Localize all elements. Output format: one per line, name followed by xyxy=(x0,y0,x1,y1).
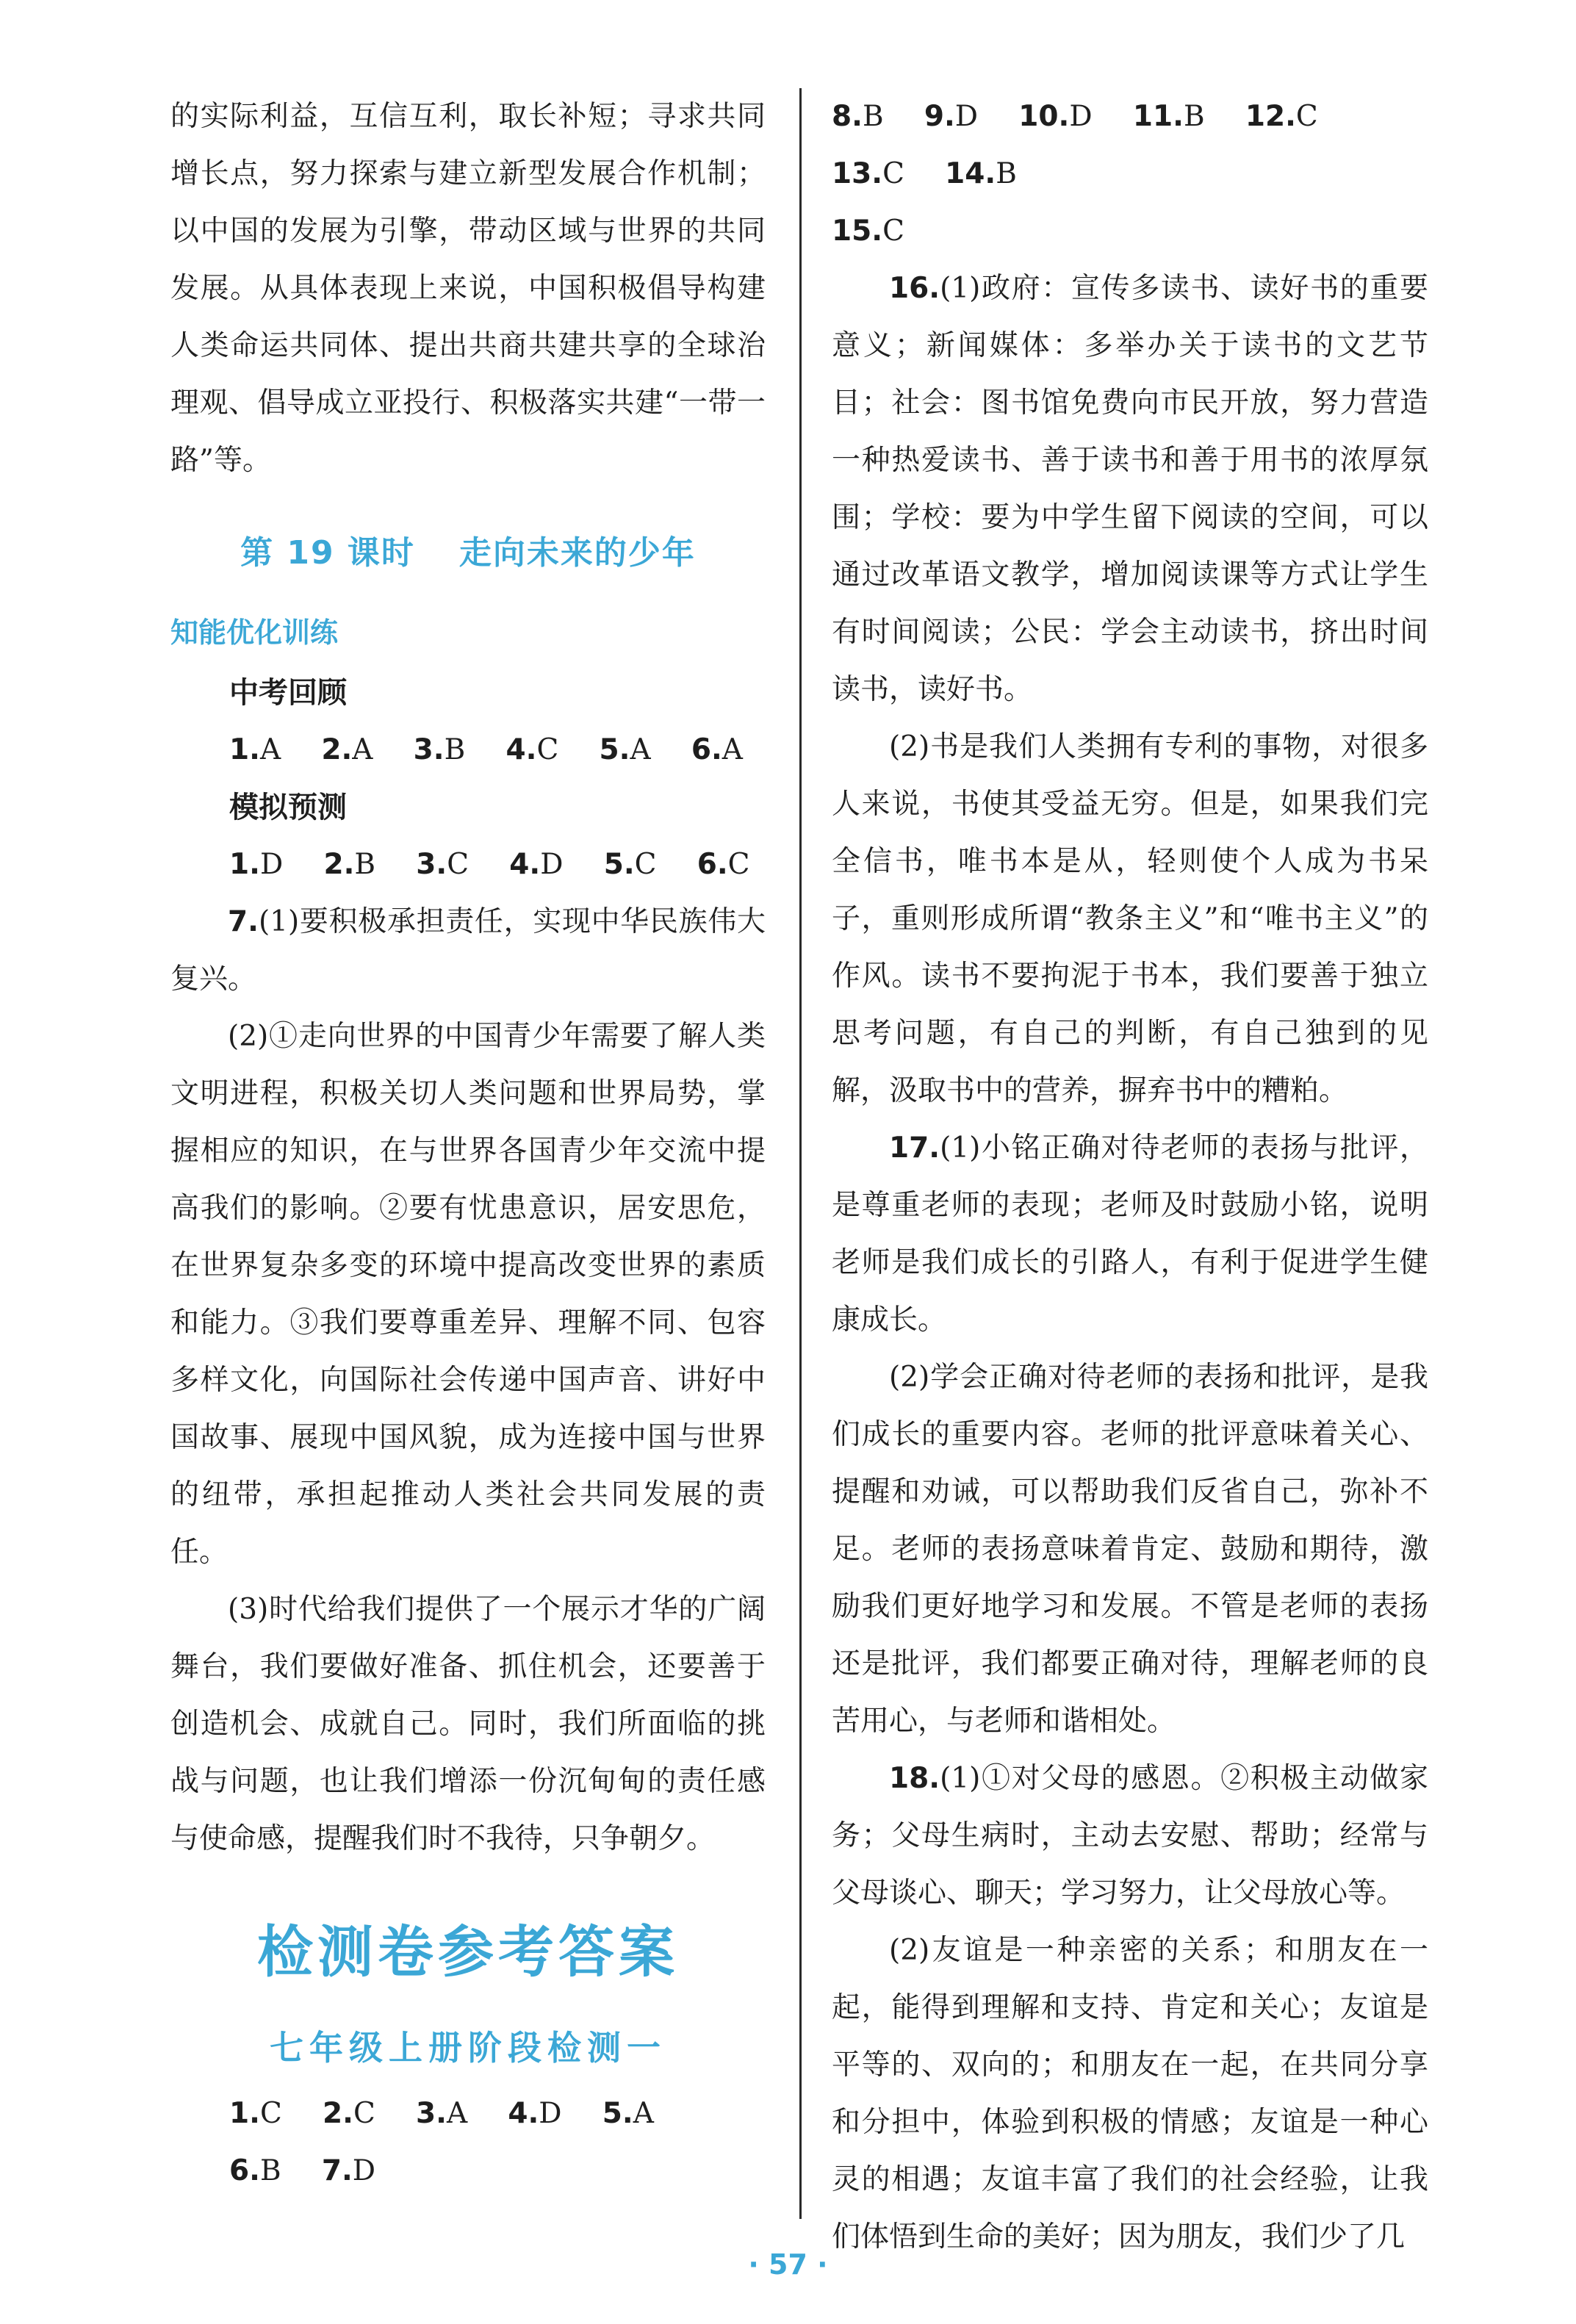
mn-answers xyxy=(229,836,766,893)
q17-part2: (2)学会正确对待老师的表扬和批评，是我们成长的重要内容。老师的批评意味着关心、提醒和劝诫，可以帮助我们反省自己，弥补不足。老师的表扬意味着肯定、鼓励和期待，激励我们更好地学习和发展。不管是老师的表扬还是批评，我们都要正确对待，理解老师的良苦用心，与老师和谐相处。 xyxy=(832,1361,1428,1738)
answer: 4.C xyxy=(505,733,559,766)
answer: 5.C xyxy=(603,848,657,881)
answer-key-title: 检测卷参考答案 xyxy=(257,1919,679,1985)
answer: 2.B xyxy=(323,848,376,881)
answer: 8.B xyxy=(832,100,884,133)
q7-part2: (2)①走向世界的中国青少年需要了解人类文明进程，积极关切人类问题和世界局势，掌握相应的知识，在与世界各国青少年交流中提高我们的影响。②要有忧患意识，居安思危，在世界复杂多变的环境中提高改变世界的素质和能力。③我们要尊重差异、理解不同、包容多样文化，向国际社会传递中国声音、讲好中国故事、展现中国风貌，成为连接中国与世界的纽带，承担起推动人类社会共同发展的责任。 xyxy=(170,1020,766,1569)
question-number: 7. xyxy=(228,905,259,938)
answer: 1.D xyxy=(229,848,284,881)
answer: 10.D xyxy=(1018,100,1093,133)
paragraph: 的实际利益，互信互利，取长补短；寻求共同增长点，努力探索与建立新型发展合作机制；以中国的发展为引擎，带动区域与世界的共同发展。从具体表现上来说，中国积极倡导构建人类命运共同体、提出共商共建共享的全球治理观、倡导成立亚投行、积极落实共建“一带一路”等。 xyxy=(170,100,766,477)
answer: 3.A xyxy=(416,2097,468,2130)
answer: 3.C xyxy=(416,848,469,881)
answer: 11.B xyxy=(1132,100,1205,133)
left-column xyxy=(170,88,766,2200)
mc-answers xyxy=(832,88,1428,260)
column-divider xyxy=(799,88,802,2219)
mn-heading: 模拟预测 xyxy=(229,791,347,824)
q16-part1: 16.(1)政府：宣传多读书、读好书的重要意义；新闻媒体：多举办关于读书的文艺节目；社会：图书馆免费向市民开放，努力营造一种热爱读书、善于读书和善于用书的浓厚氛围；学校：要为中学生留下阅读的空间，可以通过改革语文教学，增加阅读课等方式让学生有时间阅读；公民：学会主动读书，挤出时间读书，读好书。 xyxy=(832,272,1428,706)
question-number: 16. xyxy=(889,272,940,305)
test-answers xyxy=(229,2085,766,2200)
answer: 2.A xyxy=(321,733,373,766)
lesson-name: 走向未来的少年 xyxy=(458,534,696,572)
question-number: 18. xyxy=(889,1762,940,1795)
q18-part2: (2)友谊是一种亲密的关系；和朋友在一起，能得到理解和支持、肯定和关心；友谊是平等的、双向的；和朋友在一起，在共同分享和分担中，体验到积极的情感；友谊是一种心灵的相遇；友谊丰富了我们的社会经验，让我们体悟到生命的美好；因为朋友，我们少了几 xyxy=(832,1934,1428,2253)
answer: 4.D xyxy=(508,2097,562,2130)
answer: 6.B xyxy=(229,2154,281,2187)
question-number: 17. xyxy=(889,1132,940,1165)
answer: 6.C xyxy=(697,848,750,881)
answer: 2.C xyxy=(323,2097,375,2130)
answer: 5.A xyxy=(599,733,651,766)
answer: 1.A xyxy=(229,733,281,766)
right-column xyxy=(832,88,1428,2266)
test-title: 七年级上册阶段检测一 xyxy=(270,2028,666,2068)
section-label: 知能优化训练 xyxy=(170,616,339,649)
lesson-title xyxy=(170,525,766,582)
zk-heading: 中考回顾 xyxy=(229,676,347,710)
answer: 7.D xyxy=(321,2154,376,2187)
q17-part1: 17.(1)小铭正确对待老师的表扬与批评，是尊重老师的表现；老师及时鼓励小铭，说明老师是我们成长的引路人，有利于促进学生健康成长。 xyxy=(832,1132,1428,1337)
answer: 15.C xyxy=(832,215,904,248)
answer: 13.C xyxy=(832,157,904,190)
answer: 9.D xyxy=(924,100,979,133)
q18-part1: 18.(1)①对父母的感恩。②积极主动做家务；父母生病时，主动去安慰、帮助；经常与父母谈心、聊天；学习努力，让父母放心等。 xyxy=(832,1762,1428,1910)
answer: 4.D xyxy=(509,848,564,881)
page-number: · 57 · xyxy=(748,2248,828,2281)
zk-answers xyxy=(229,722,766,779)
q7-part3: (3)时代给我们提供了一个展示才华的广阔舞台，我们要做好准备、抓住机会，还要善于创造机会、成就自己。同时，我们所面临的挑战与问题，也让我们增添一份沉甸甸的责任感与使命感，提醒我们时不我待，只争朝夕。 xyxy=(170,1593,766,1855)
lesson-number: 第 19 课时 xyxy=(240,534,415,572)
q7-part1: 7.(1)要积极承担责任，实现中华民族伟大复兴。 xyxy=(170,905,766,996)
answer: 14.B xyxy=(945,157,1017,190)
answer: 1.C xyxy=(229,2097,282,2130)
answer: 5.A xyxy=(602,2097,654,2130)
q16-part2: (2)书是我们人类拥有专利的事物，对很多人来说，书使其受益无穷。但是，如果我们完全信书，唯书本是从，轻则使个人成为书呆子，重则形成所谓“教条主义”和“唯书主义”的作风。读书不要拘泥于书本，我们要善于独立思考问题，有自己的判断，有自己独到的见解，汲取书中的营养，摒弃书中的糟粕。 xyxy=(832,730,1428,1107)
answer: 6.A xyxy=(691,733,743,766)
answer: 12.C xyxy=(1245,100,1318,133)
answer: 3.B xyxy=(413,733,466,766)
